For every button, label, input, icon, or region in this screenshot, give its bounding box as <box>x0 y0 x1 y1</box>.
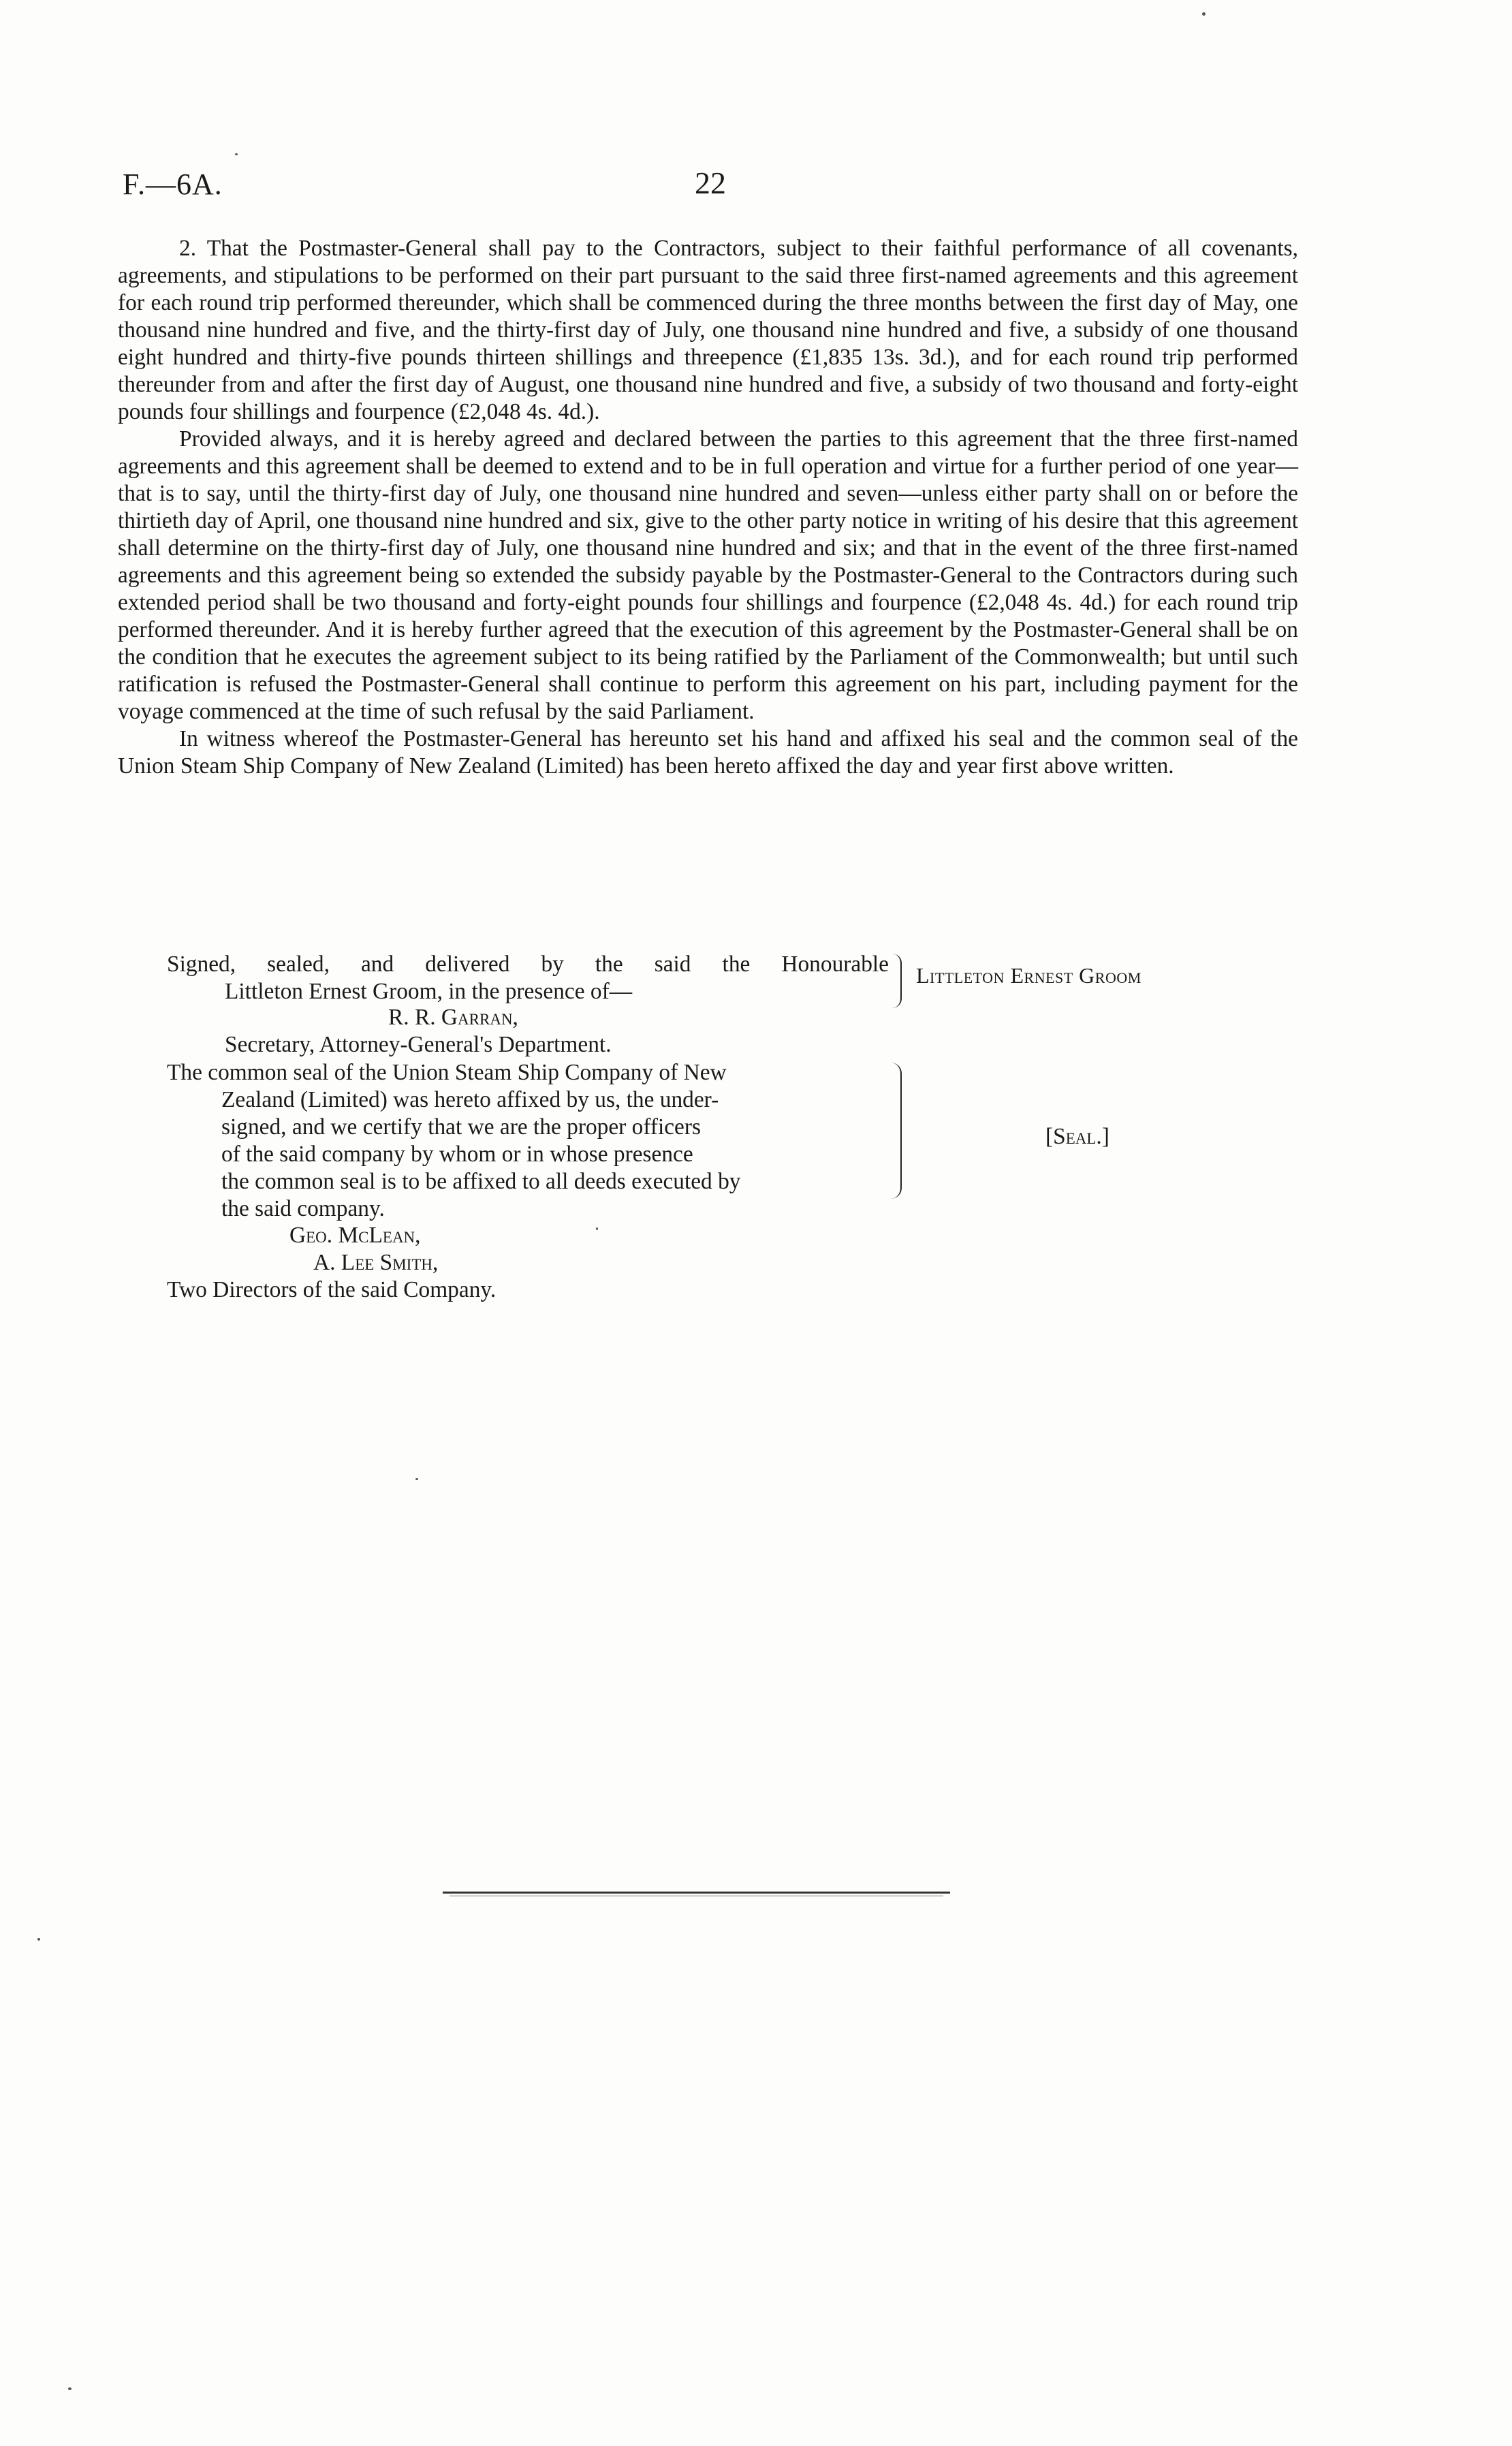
witness-name: R. R. Garran, <box>388 1005 518 1030</box>
seal-line: of the said company by whom or in whose presence <box>221 1142 693 1167</box>
common-seal-attestation <box>167 1059 889 1223</box>
witness-title: Secretary, Attorney-General's Department. <box>225 1032 612 1057</box>
seal-line: Zealand (Limited) was hereto affixed by us, the under- <box>221 1087 719 1112</box>
paragraph-in-witness: In witness whereof the Postmaster-General has hereunto set his hand and affixed his seal and the common seal of the Union Steam Ship Company of New Zealand (Limited) has been hereto affixed the day and year first above written. <box>118 726 1298 779</box>
directors-title: Two Directors of the said Company. <box>167 1277 497 1302</box>
director-name-1: Geo. McLean, <box>289 1223 421 1248</box>
scan-speck <box>1202 12 1206 16</box>
scan-speck <box>68 2387 72 2390</box>
seal-label: [Seal.] <box>1045 1124 1109 1149</box>
seal-line: the common seal is to be affixed to all deeds executed by <box>221 1169 741 1194</box>
paragraph-subsidy: 2. That the Postmaster-General shall pay to the Contractors, subject to their faithful performance of all covenants, agreements, and stipulations to be performed on their part pursuant to the said three first-named agreements and this agreement for each round trip performed thereunder, which shall be commenced during the three months between the first day of May, one thousand nine hundred and five, and the thirty-first day of July, one thousand nine hundred and five, a subsidy of one thousand eight hundred and thirty-five pounds thirteen shillings and threepence (£1,835 13s. 3d.), and for each round trip performed thereunder from and after the first day of August, one thousand nine hundred and five, a subsidy of two thousand and forty-eight pounds four shillings and fourpence (£2,048 4s. 4d.). <box>118 236 1298 424</box>
closing-rule <box>443 1892 950 1894</box>
seal-line: The common seal of the Union Steam Ship Company of New <box>167 1060 727 1085</box>
signature-attestation <box>167 951 889 1005</box>
scan-speck <box>596 1227 598 1230</box>
seal-line: signed, and we certify that we are the proper officers <box>221 1114 701 1140</box>
attestation-line-2: Littleton Ernest Groom, in the presence of— <box>225 979 633 1004</box>
seal-brace <box>891 1063 902 1199</box>
director-name-2: A. Lee Smith, <box>313 1250 439 1275</box>
paragraph-provided-always: Provided always, and it is hereby agreed and declared between the parties to this agreement that the three first-named agreements and this agreement shall be deemed to extend and to be in full operation and virtue for a further period of one year—that is to say, until the thirty-first day of July, one thousand nine hundred and seven—unless either party shall on or before the thirtieth day of April, one thousand nine hundred and six, give to the other party notice in writing of his desire that this agreement shall determine on the thirty-first day of July, one thousand nine hundred and six; and that in the event of the three first-named agreements and this agreement being so extended the subsidy payable by the Postmaster-General to the Contractors during such extended period shall be two thousand and forty-eight pounds four shillings and fourpence (£2,048 4s. 4d.) for each round trip performed thereunder. And it is hereby further agreed that the execution of this agreement by the Postmaster-General shall be on the condition that he executes the agreement subject to its being ratified by the Parliament of the Commonwealth; but until such ratification is refused the Postmaster-General shall continue to perform this agreement on his part, including payment for the voyage commenced at the time of such refusal by the said Parliament. <box>118 426 1298 724</box>
scan-speck <box>415 1478 418 1480</box>
scan-speck <box>235 153 238 155</box>
attestation-line-1: Signed, sealed, and delivered by the said the Honourable <box>167 952 889 977</box>
page-number: 22 <box>695 166 726 200</box>
document-reference: F.—6A. <box>123 168 223 201</box>
seal-line: the said company. <box>221 1196 385 1221</box>
signatory-name: Littleton Ernest Groom <box>916 963 1141 988</box>
signature-brace <box>891 954 902 1008</box>
agreement-body <box>118 235 1298 780</box>
scan-speck <box>37 1938 40 1941</box>
